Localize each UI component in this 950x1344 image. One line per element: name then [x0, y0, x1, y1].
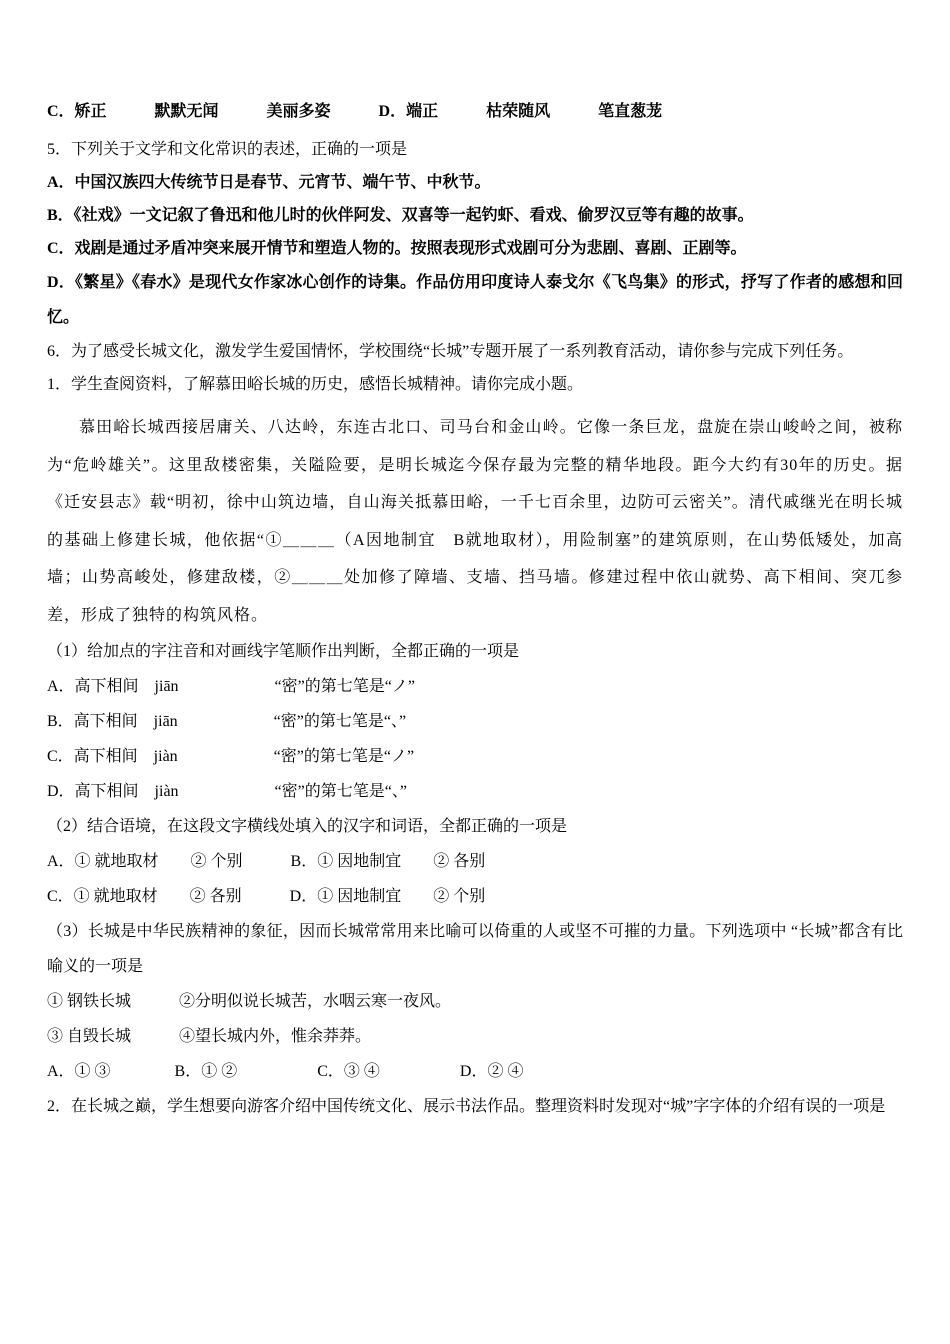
passage-paragraph: 慕田峪长城西接居庸关、八达岭，东连古北口、司马台和金山岭。它像一条巨龙，盘旋在崇山峻岭之间，被称为“危岭雄关”。这里敌楼密集，关隘险要，是明长城迄今保存最为完整的精华地段。距今大约有30年的历史。据《迁安县志》载“明初，徐中山筑边墙，自山海关抵慕田峪，一千七百余里，边防可云密关”。清代戚继光在明长城的基础上修建长城，他依据“①＿＿＿（A因地制宜 B就地取材），用险制塞”的建筑原则，在山势低矮处，加高墙；山势高峻处，修建敌楼，②＿＿＿处加修了障墙、支墙、挡马墙。修建过程中依山就势、高下相间、突兀参差，形成了独特的构筑风格。: [47, 419, 903, 624]
sub-question-3: （3）长城是中华民族精神的象征，因而长城常常用来比喻可以倚重的人或坚不可摧的力量。下列选项中 “长城”都含有比喻义的一项是: [47, 923, 903, 975]
sub-question-1: （1）给加点的字注音和对画线字笔顺作出判断，全都正确的一项是: [47, 643, 520, 660]
sq2-options-ab: A．① 就地取材 ② 个别 B．① 因地制宜 ② 各别: [47, 853, 486, 870]
sq1-option-d: D．高下相间 jiàn “密”的第七笔是“、”: [47, 783, 407, 800]
q5-option-d: D．《繁星》《春水》是现代女作家冰心创作的诗集。作品仿用印度诗人泰戈尔《飞鸟集》的形式，抒写了作者的感想和回忆。: [47, 274, 903, 326]
sq3-answer-options: A．① ③ B．① ② C．③ ④ D．② ④: [47, 1063, 524, 1080]
sq2-options-cd: C．① 就地取材 ② 各别 D．① 因地制宜 ② 个别: [47, 888, 486, 905]
sq1-option-b: B．高下相间 jiān “密”的第七笔是“、”: [47, 713, 407, 730]
q5-option-b: B．《社戏》一文记叙了鲁迅和他儿时的伙伴阿发、双喜等一起钓虾、看戏、偷罗汉豆等有趣的故事。: [47, 207, 754, 224]
question-6: 6．为了感受长城文化，激发学生爱国情怀，学校围绕“长城”专题开展了一系列教育活动，请你参与完成下列任务。: [47, 343, 854, 360]
q5-option-c: C．戏剧是通过矛盾冲突来展开情节和塑造人物的。按照表现形式戏剧可分为悲剧、喜剧、正剧等。: [47, 240, 747, 257]
task-1: 1．学生查阅资料，了解慕田峪长城的历史，感悟长城精神。请你完成小题。: [47, 376, 584, 393]
q4-options-cd-row: C．矫正 默默无闻 美丽多姿 D．端正 枯荣随风 笔直葱茏: [47, 103, 663, 120]
question-5: 5．下列关于文学和文化常识的表述，正确的一项是: [47, 141, 408, 158]
q5-option-a: A．中国汉族四大传统节日是春节、元宵节、端午节、中秋节。: [47, 174, 491, 191]
task-2: 2．在长城之巅，学生想要向游客介绍中国传统文化、展示书法作品。整理资料时发现对“城”字字体的介绍有误的一项是: [47, 1098, 886, 1115]
sq1-option-a: A．高下相间 jiān “密”的第七笔是“ノ”: [47, 678, 415, 695]
sub-question-2: （2）结合语境，在这段文字横线处填入的汉字和词语，全都正确的一项是: [47, 818, 568, 835]
sq3-items-3-4: ③ 自毁长城 ④望长城内外，惟余莽莽。: [47, 1028, 372, 1045]
sq3-items-1-2: ① 钢铁长城 ②分明似说长城苦，水咽云寒一夜风。: [47, 993, 452, 1010]
sq1-option-c: C．高下相间 jiàn “密”的第七笔是“ノ”: [47, 748, 415, 765]
